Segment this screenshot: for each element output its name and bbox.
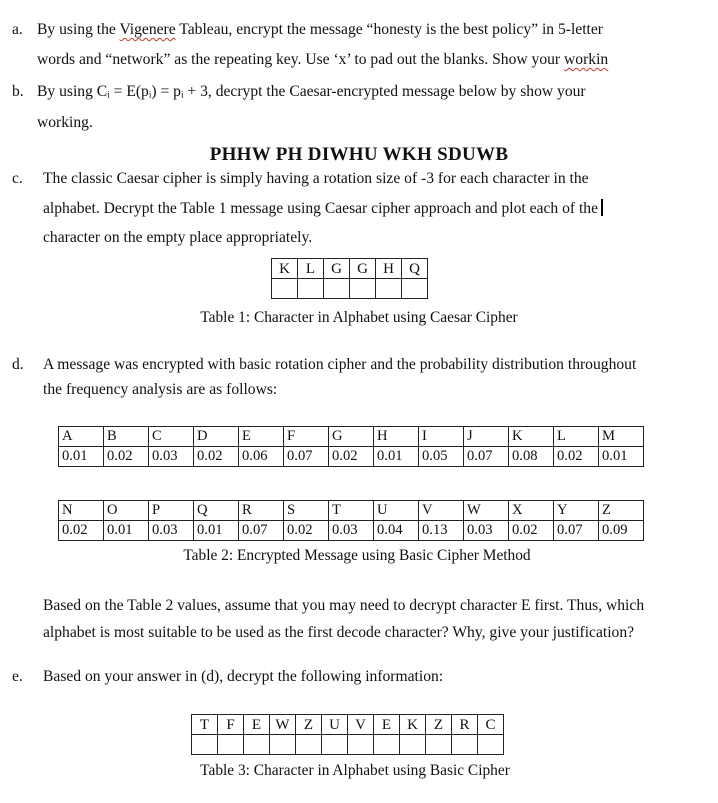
answer-blank-cell[interactable] (244, 735, 270, 755)
table-3-letter-row (192, 715, 504, 735)
letter-cell: Q (402, 259, 428, 279)
table-2-caption: Table 2: Encrypted Message using Basic Cipher Method (183, 547, 531, 564)
item-c-line-2 (43, 199, 603, 218)
answer-blank-cell[interactable] (350, 279, 376, 299)
answer-blank-cell[interactable] (402, 279, 428, 299)
freq-value-cell: 0.07 (554, 521, 599, 541)
letter-cell: T (192, 715, 218, 735)
answer-blank-cell[interactable] (322, 735, 348, 755)
table-3 (191, 714, 504, 755)
item-c-line-1: The classic Caesar cipher is simply having a rotation size of -3 for each character in the (43, 170, 589, 187)
item-a-text-post: Tableau, encrypt the message “honesty is the best policy” in 5-letter (175, 21, 603, 38)
freq-value-cell: 0.03 (329, 521, 374, 541)
freq-letter-cell: A (59, 427, 104, 447)
answer-blank-cell[interactable] (270, 735, 296, 755)
item-c-label: c. (12, 170, 23, 187)
item-a-text-pre: By using the (37, 21, 120, 38)
freq-value-cell: 0.01 (374, 447, 419, 467)
freq-value-row-2 (59, 521, 644, 541)
freq-value-cell: 0.07 (284, 447, 329, 467)
letter-cell: Z (296, 715, 322, 735)
freq-value-row-1 (59, 447, 644, 467)
answer-blank-cell[interactable] (376, 279, 402, 299)
text-cursor (601, 199, 603, 216)
freq-value-cell: 0.02 (554, 447, 599, 467)
freq-letter-cell: M (599, 427, 644, 447)
freq-letter-cell: F (284, 427, 329, 447)
answer-blank-cell[interactable] (298, 279, 324, 299)
letter-cell: R (452, 715, 478, 735)
freq-letter-cell: Q (194, 501, 239, 521)
table-1-letter-row (272, 259, 428, 279)
table-3-answer-row (192, 735, 504, 755)
letter-cell: C (478, 715, 504, 735)
freq-letter-cell: P (149, 501, 194, 521)
caesar-ciphertext: PHHW PH DIWHU WKH SDUWB (209, 144, 509, 165)
freq-value-cell: 0.02 (284, 521, 329, 541)
letter-cell: E (244, 715, 270, 735)
item-a-line2-text: words and “network” as the repeating key. Use ‘x’ to pad out the blanks. Show your (37, 51, 565, 68)
answer-blank-cell[interactable] (374, 735, 400, 755)
table-3-caption: Table 3: Character in Alphabet using Basic Cipher (200, 762, 510, 779)
workin-word: workin (564, 51, 609, 68)
freq-letter-cell: J (464, 427, 509, 447)
freq-value-cell: 0.01 (59, 447, 104, 467)
answer-blank-cell[interactable] (324, 279, 350, 299)
item-e-label: e. (12, 668, 23, 685)
answer-blank-cell[interactable] (218, 735, 244, 755)
item-a-label: a. (12, 21, 23, 38)
answer-blank-cell[interactable] (478, 735, 504, 755)
freq-value-cell: 0.08 (509, 447, 554, 467)
item-d-line-1: A message was encrypted with basic rotation cipher and the probability distribution throughout (43, 356, 637, 373)
letter-cell: W (270, 715, 296, 735)
freq-value-cell: 0.02 (59, 521, 104, 541)
freq-letter-cell: R (239, 501, 284, 521)
freq-value-cell: 0.07 (464, 447, 509, 467)
freq-letter-cell: N (59, 501, 104, 521)
freq-value-cell: 0.01 (194, 521, 239, 541)
letter-cell: K (400, 715, 426, 735)
letter-cell: U (322, 715, 348, 735)
freq-letter-cell: S (284, 501, 329, 521)
freq-letter-cell: Z (599, 501, 644, 521)
freq-letter-row-2 (59, 501, 644, 521)
freq-letter-cell: L (554, 427, 599, 447)
freq-letter-cell: H (374, 427, 419, 447)
item-d-label: d. (12, 356, 24, 373)
letter-cell: G (350, 259, 376, 279)
answer-blank-cell[interactable] (192, 735, 218, 755)
freq-letter-cell: W (464, 501, 509, 521)
freq-value-cell: 0.02 (509, 521, 554, 541)
answer-blank-cell[interactable] (400, 735, 426, 755)
item-c-line-3: character on the empty place appropriately. (43, 229, 313, 246)
table-1-answer-row (272, 279, 428, 299)
freq-value-cell: 0.03 (149, 447, 194, 467)
freq-value-cell: 0.03 (464, 521, 509, 541)
freq-value-cell: 0.04 (374, 521, 419, 541)
freq-value-cell: 0.06 (239, 447, 284, 467)
letter-cell: Z (426, 715, 452, 735)
vigenere-word: Vigenere (119, 21, 176, 38)
freq-value-cell: 0.13 (419, 521, 464, 541)
freq-value-cell: 0.01 (104, 521, 149, 541)
letter-cell: K (272, 259, 298, 279)
item-a-line-2 (37, 51, 608, 69)
freq-value-cell: 0.03 (149, 521, 194, 541)
item-c-line2-text: alphabet. Decrypt the Table 1 message using Caesar cipher approach and plot each of the (43, 200, 599, 217)
answer-blank-cell[interactable] (348, 735, 374, 755)
letter-cell: L (298, 259, 324, 279)
item-a-line-1 (37, 21, 603, 39)
freq-value-cell: 0.02 (104, 447, 149, 467)
item-b-line-2: working. (37, 114, 93, 131)
item-d-question-2: alphabet is most suitable to be used as the first decode character? Why, give your justification? (43, 624, 635, 641)
freq-letter-cell: C (149, 427, 194, 447)
freq-letter-cell: T (329, 501, 374, 521)
item-b-line-1: By using Cᵢ = E(pᵢ) = pᵢ + 3, decrypt the Caesar-encrypted message below by show your (37, 83, 586, 100)
freq-letter-cell: O (104, 501, 149, 521)
answer-blank-cell[interactable] (452, 735, 478, 755)
freq-value-cell: 0.01 (599, 447, 644, 467)
freq-letter-cell: G (329, 427, 374, 447)
item-d-question-1: Based on the Table 2 values, assume that you may need to decrypt character E first. Thus, which (43, 597, 645, 614)
freq-value-cell: 0.07 (239, 521, 284, 541)
freq-letter-cell: X (509, 501, 554, 521)
freq-letter-cell: D (194, 427, 239, 447)
freq-letter-cell: E (239, 427, 284, 447)
freq-value-cell: 0.02 (329, 447, 374, 467)
freq-letter-cell: B (104, 427, 149, 447)
freq-value-cell: 0.02 (194, 447, 239, 467)
letter-cell: H (376, 259, 402, 279)
letter-cell: G (324, 259, 350, 279)
freq-letter-cell: I (419, 427, 464, 447)
freq-letter-cell: U (374, 501, 419, 521)
item-d-line-2: the frequency analysis are as follows: (43, 381, 278, 398)
freq-letter-row-1 (59, 427, 644, 447)
frequency-table-n-z (58, 500, 644, 541)
letter-cell: F (218, 715, 244, 735)
freq-letter-cell: Y (554, 501, 599, 521)
freq-letter-cell: K (509, 427, 554, 447)
item-e-line-1: Based on your answer in (d), decrypt the following information: (43, 668, 444, 685)
table-1 (271, 258, 428, 299)
item-b-label: b. (12, 83, 24, 100)
frequency-table-a-m (58, 426, 644, 467)
letter-cell: V (348, 715, 374, 735)
answer-blank-cell[interactable] (272, 279, 298, 299)
freq-letter-cell: V (419, 501, 464, 521)
answer-blank-cell[interactable] (426, 735, 452, 755)
freq-value-cell: 0.09 (599, 521, 644, 541)
table-1-caption: Table 1: Character in Alphabet using Caesar Cipher (200, 309, 518, 326)
answer-blank-cell[interactable] (296, 735, 322, 755)
freq-value-cell: 0.05 (419, 447, 464, 467)
letter-cell: E (374, 715, 400, 735)
